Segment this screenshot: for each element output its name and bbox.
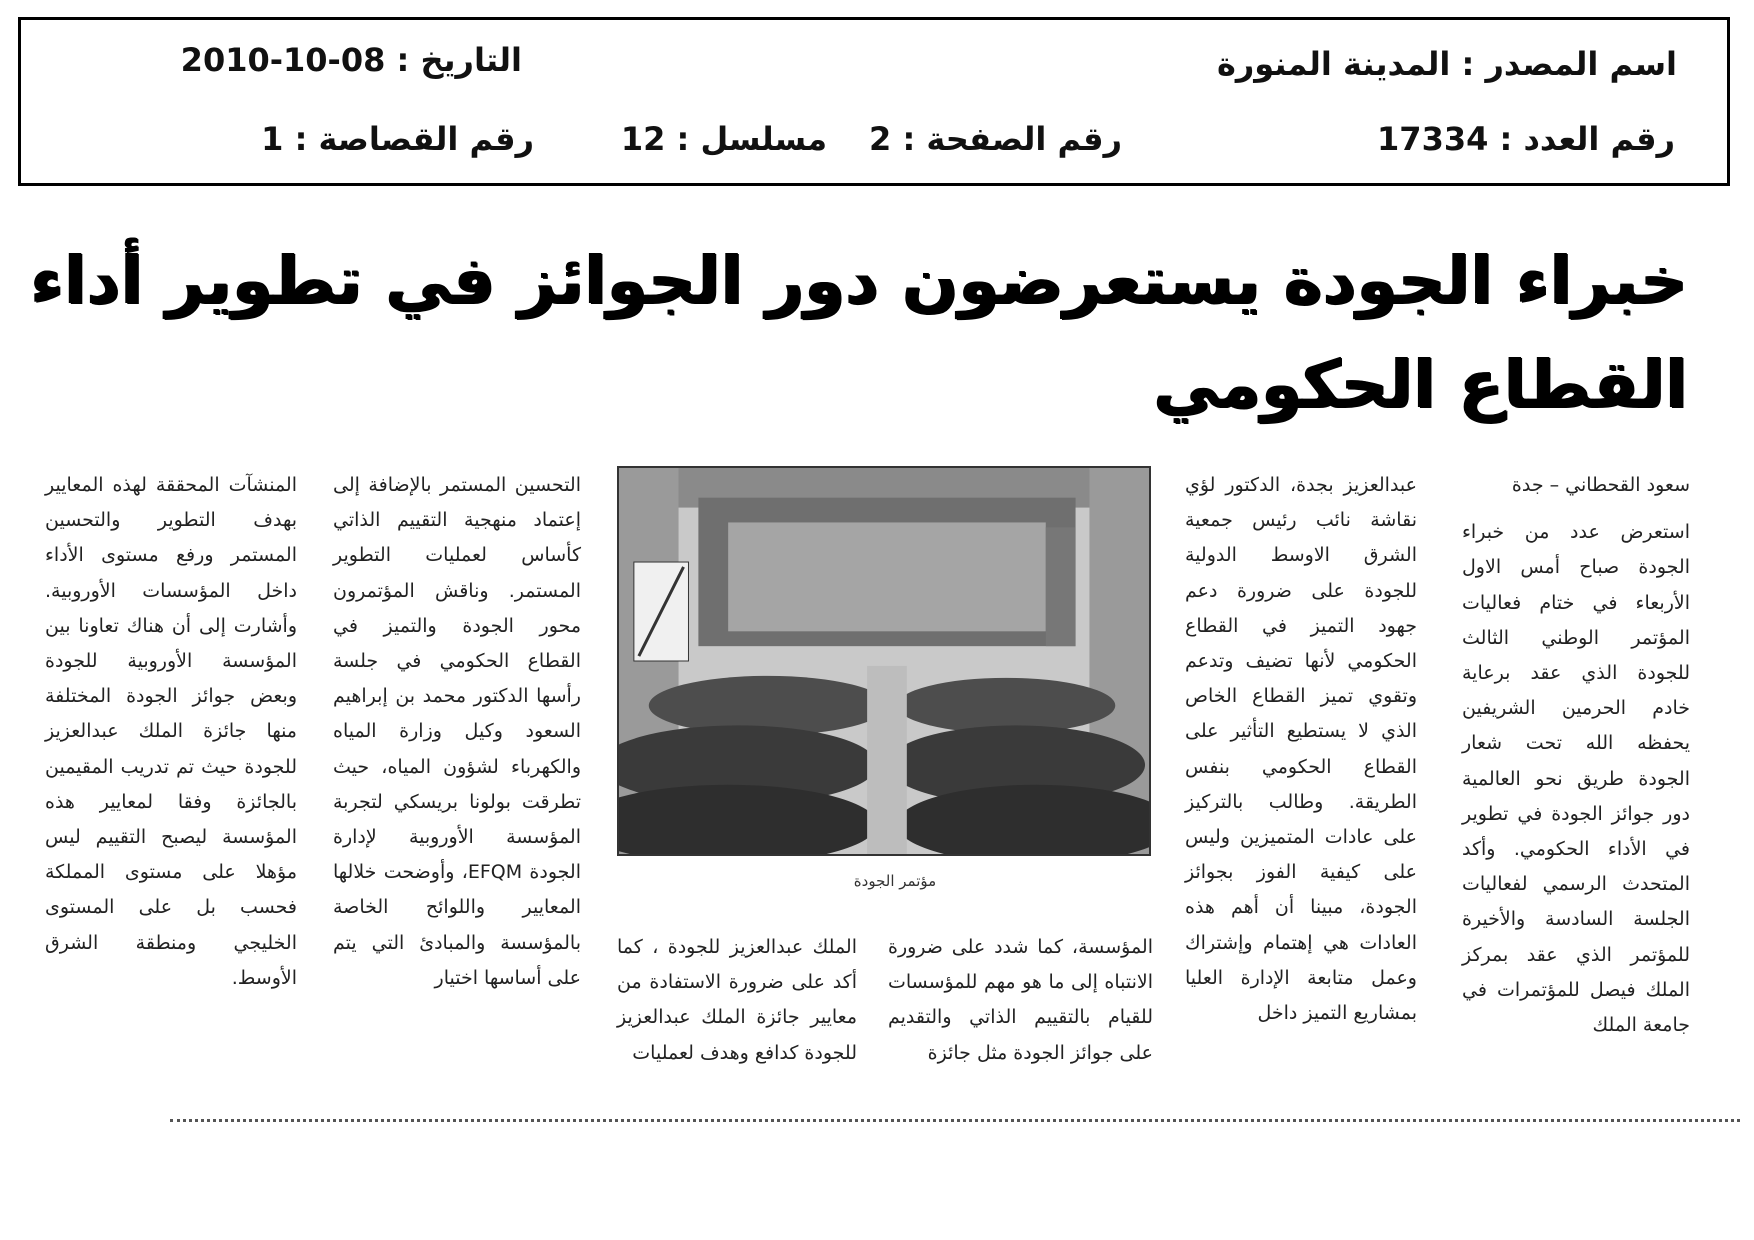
article-column-4: [617, 930, 857, 1071]
serial-number: مسلسل : 12: [620, 120, 827, 158]
issue-number: رقم العدد : 17334: [1377, 120, 1675, 158]
column-text: المؤسسة، كما شدد على ضرورة الانتباه إلى ما هو مهم للمؤسسات للقيام بالتقييم الذاتي والتقديم على جوائز الجودة مثل جائزة: [888, 936, 1153, 1064]
photo-caption: مؤتمر الجودة: [853, 872, 937, 890]
source-name: اسم المصدر : المدينة المنورة: [1216, 45, 1677, 83]
conference-hall-image: [619, 468, 1149, 854]
column-text: الملك عبدالعزيز للجودة ، كما أكد على ضرورة الاستفادة من معايير جائزة الملك عبدالعزيز للجودة كدافع وهدف لعمليات: [617, 936, 857, 1064]
column-text: التحسين المستمر بالإضافة إلى إعتماد منهجية التقييم الذاتي كأساس لعمليات التطوير المستمر. وناقش المؤتمرون محور الجودة والتميز في القطاع الحكومي في جلسة رأسها الدكتور محمد بن إبراهيم السعود وكيل وزارة المياه والكهرباء لشؤون المياه، حيث تطرقت بولونا بريسكي لتجربة المؤسسة الأوروبية لإدارة الجودة EFQM، وأوضحت خلالها المعايير واللوائح الخاصة بالمؤسسة والمبادئ التي يتم على أساسها اختيار: [333, 474, 581, 989]
clipping-header: [18, 17, 1730, 186]
clip-number: رقم القصاصة : 1: [261, 120, 534, 158]
column-text: عبدالعزيز بجدة، الدكتور لؤي نقاشة نائب رئيس جمعية الشرق الاوسط الدولية للجودة على ضرورة دعم جهود التميز في القطاع الحكومي لأنها تضيف وتدعم وتقوي تميز القطاع الخاص الذي لا يستطيع التأثير على القطاع الحكومي بنفس الطريقة. وطالب بالتركيز على عادات المتميزين وليس على كيفية الفوز بجوائز الجودة، مبينا أن أهم هذه العادات هي إهتمام وإشتراك وعمل متابعة الإدارة العليا بمشاريع التميز داخل: [1185, 474, 1417, 1025]
column-text: المنشآت المحققة لهذه المعايير بهدف التطوير والتحسين المستمر ورفع مستوى الأداء داخل المؤسسات الأوروبية. وأشارت إلى أن هناك تعاونا بين المؤسسة الأوروبية للجودة وبعض جوائز الجودة المختلفة منها جائزة الملك عبدالعزيز للجودة حيث تم تدريب المقيمين بالجائزة وفقا لمعايير هذه المؤسسة ليصبح التقييم ليس مؤهلا على مستوى المملكة فحسب بل على المستوى الخليجي ومنطقة الشرق الأوسط.: [45, 474, 297, 989]
column-text: استعرض عدد من خبراء الجودة صباح أمس الاول الأربعاء في ختام فعاليات المؤتمر الوطني الثالث للجودة الذي عقد برعاية خادم الحرمين الشريفين يحفظه الله تحت شعار الجودة طريق نحو العالمية دور جوائز الجودة في تطوير في الأداء الحكومي. وأكد المتحدث الرسمي لفعاليات الجلسة السادسة والأخيرة للمؤتمر الذي عقد بمركز الملك فيصل للمؤتمرات في جامعة الملك: [1462, 521, 1690, 1037]
bottom-divider: [170, 1119, 1740, 1122]
headline-line-1: خبراء الجودة يستعرضون دور الجوائز في تطوير أداء: [30, 242, 1688, 319]
article-column-2: [1185, 468, 1417, 1031]
article-column-3: [888, 930, 1153, 1071]
article-column-1: [1462, 468, 1690, 1043]
conference-photo: [617, 466, 1151, 856]
article-column-6: [45, 468, 297, 996]
page-number: رقم الصفحة : 2: [869, 120, 1122, 158]
headline-line-2: القطاع الحكومي: [1153, 346, 1688, 423]
byline: سعود القحطاني – جدة: [1511, 474, 1690, 496]
article-column-5: [333, 468, 581, 996]
publication-date: التاريخ : 08-10-2010: [180, 41, 522, 79]
